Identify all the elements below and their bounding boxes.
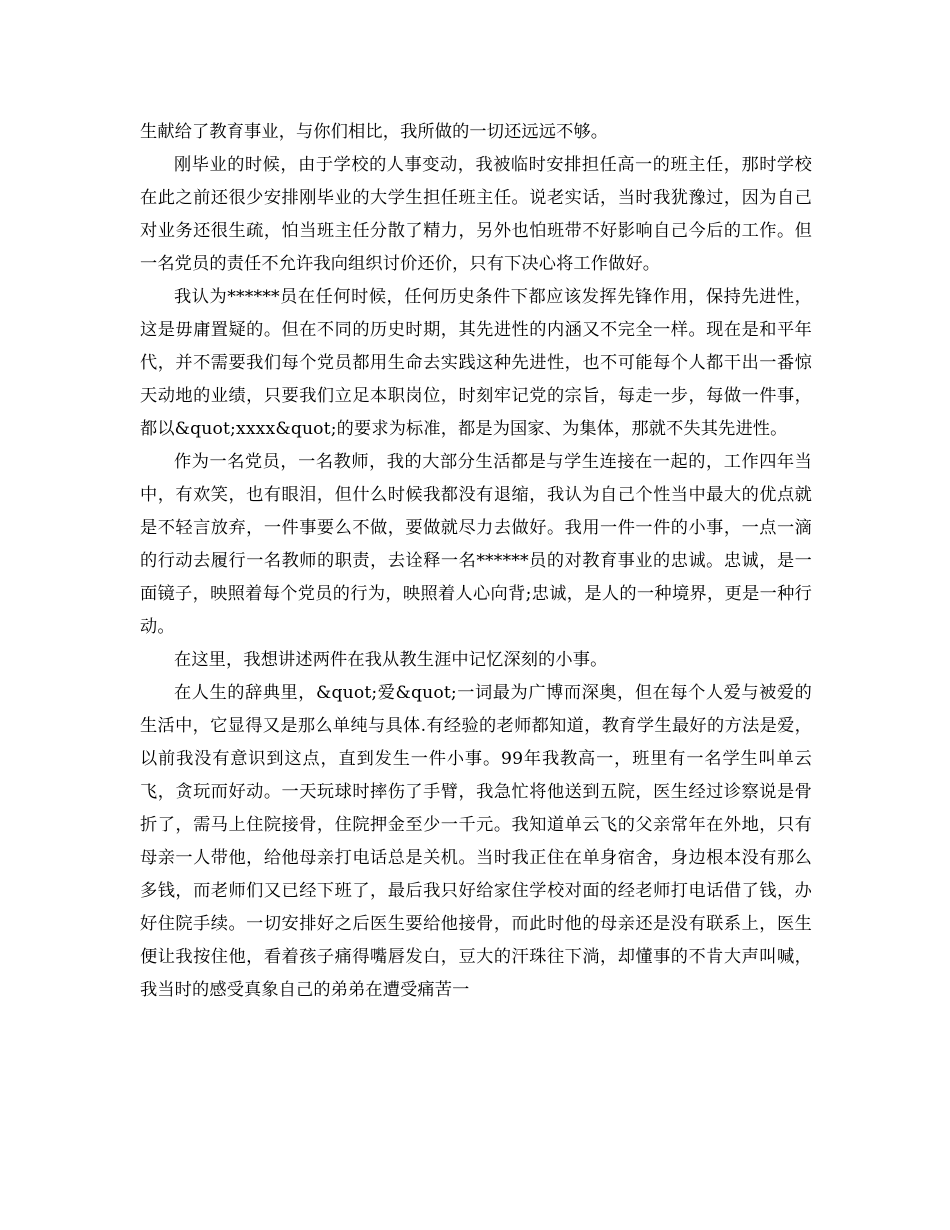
paragraph-two-stories: 在这里，我想讲述两件在我从教生涯中记忆深刻的小事。	[174, 650, 608, 670]
paragraph-first-job: 刚毕业的时候，由于学校的人事变动，我被临时安排担任高一的班主任，那时学校在此之前还很少安排刚毕业的大学生担任班主任。说老实话，当时我犹豫过，因为自己对业务还很生疏，怕当班主任分散了精力，另外也怕班带不好影响自己今后的工作。但一名党员的责任不允许我向组织讨价还价，只有下决心将工作做好。	[140, 155, 812, 274]
paragraph-loyalty: 作为一名党员，一名教师，我的大部分生活都是与学生连接在一起的，工作四年当中，有欢笑，也有眼泪，但什么时候我都没有退缩，我认为自己个性当中最大的优点就是不轻言放弃，一件事要么不做，要做就尽力去做好。我用一件一件的小事，一点一滴的行动去履行一名教师的职责，去诠释一名******员的对教育事业的忠诚。忠诚，是一面镜子，映照着每个党员的行为，映照着人心向背;忠诚，是人的一种境界，更是一种行动。	[140, 452, 812, 637]
paragraph-continuation: 生献给了教育事业，与你们相比，我所做的一切还远远不够。	[140, 122, 609, 142]
paragraph-advanced-nature: 我认为******员在任何时候，任何历史条件下都应该发挥先锋作用，保持先进性，这是毋庸置疑的。但在不同的历史时期，其先进性的内涵又不完全一样。现在是和平年代，并不需要我们每个党员都用生命去实践这种先进性，也不可能每个人都干出一番惊天动地的业绩，只要我们立足本职岗位，时刻牢记党的宗旨，每走一步，每做一件事，都以&quot;xxxx&quot;的要求为标准，都是为国家、为集体，那就不失其先进性。	[140, 287, 812, 439]
paragraph-love-story: 在人生的辞典里，&quot;爱&quot;一词最为广博而深奥，但在每个人爱与被爱的生活中，它显得又是那么单纯与具体.有经验的老师都知道，教育学生最好的方法是爱，以前我没有意识到这点，直到发生一件小事。99年我教高一，班里有一名学生叫单云飞，贪玩而好动。一天玩球时摔伤了手臂，我急忙将他送到五院，医生经过诊察说是骨折了，需马上住院接骨，住院押金至少一千元。我知道单云飞的父亲常年在外地，只有母亲一人带他，给他母亲打电话总是关机。当时我正住在单身宿舍，身边根本没有那么多钱，而老师们又已经下班了，最后我只好给家住学校对面的经老师打电话借了钱，办好住院手续。一切安排好之后医生要给他接骨，而此时他的母亲还是没有联系上，医生便让我按住他，看着孩子痛得嘴唇发白，豆大的汗珠往下淌，却懂事的不肯大声叫喊，我当时的感受真象自己的弟弟在遭受痛苦一	[140, 683, 812, 1000]
document-body	[140, 116, 812, 1007]
